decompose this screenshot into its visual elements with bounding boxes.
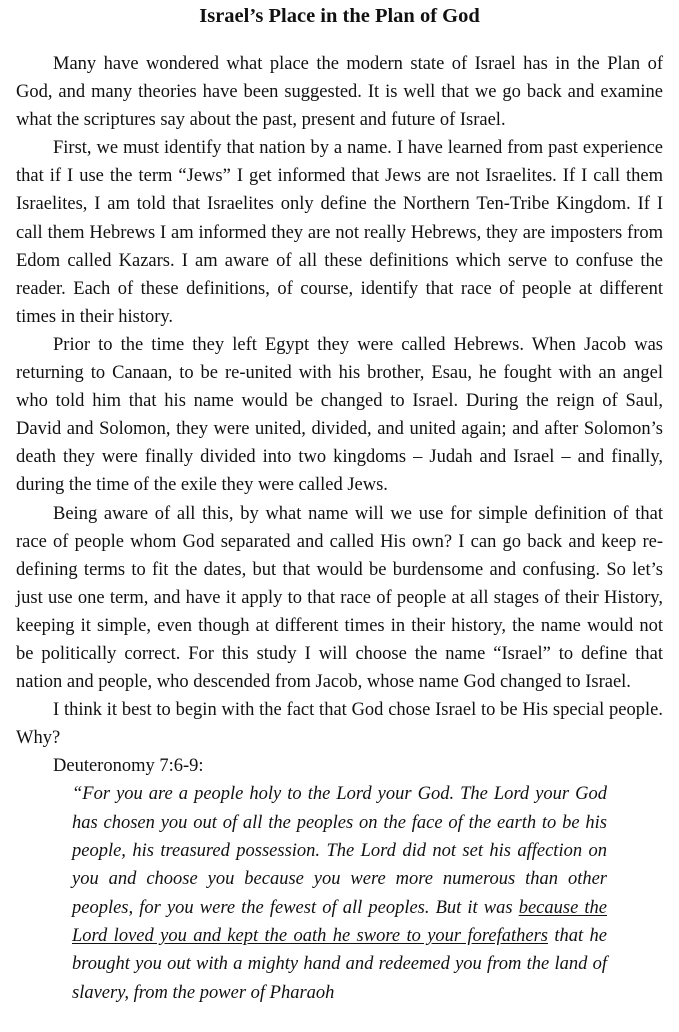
paragraph-1: Many have wondered what place the modern state of Israel has in the Plan of God, and many theories have been suggested. It is well that we go back and examine what the scriptures say about the past, present and future of Israel. <box>16 54 663 131</box>
quote-underlined-text: because the Lord loved you and kept the oath he swore to your forefathers <box>72 897 607 946</box>
paragraph-4: Being aware of all this, by what name will we use for simple definition of that race of people whom God separated and called His own? I can go back and keep redefining terms to fit the dates, but that would be burdensome and confusing. So let’s just use one term, and have it apply to that race of people at all stages of their History, keeping it simple, even though at different times in their history, the name would not be politically correct. For this study I will choose the name “Israel” to define that nation and people, who descended from Jacob, whose name God changed to Israel. <box>16 503 663 693</box>
body-text <box>16 50 663 1007</box>
paragraph-2: First, we must identify that nation by a name. I have learned from past experience that if I use the term “Jews” I get informed that Jews are not Israelites. If I call them Israelites, I am told that Israelites only define the Northern Ten-Tribe Kingdom. If I call them Hebrews I am informed they are not really Hebrews, they are imposters from Edom called Kazars. I am aware of all these definitions which serve to confuse the reader. Each of these definitions, of course, identify that race of people at different times in their history. <box>16 138 663 327</box>
quote-text-after: that he brought you out with a mighty hand and redeemed you from the land of slavery, from the power of Pharaoh <box>72 925 607 1003</box>
page-title: Israel’s Place in the Plan of God <box>199 5 480 27</box>
paragraph-5: I think it best to begin with the fact that God chose Israel to be His special people. Why? <box>16 700 663 749</box>
quote-text-before: “For you are a people holy to the Lord your God. The Lord your God has chosen you out of all the peoples on the face of the earth to be his people, his treasured possession. The Lord did not set his affection on you and choose you because you were more numerous than other peoples, for you were the fewest of all peoples. But it was <box>72 784 607 918</box>
scripture-quote <box>16 780 663 1006</box>
paragraph-3: Prior to the time they left Egypt they were called Hebrews. When Jacob was returning to Canaan, to be re-united with his brother, Esau, he fought with an angel who told him that his name would be changed to Israel. During the reign of Saul, David and Solomon, they were united, divided, and united again; and after Solomon’s death they were finally divided into two kingdoms – Judah and Israel – and finally, during the time of the exile they were called Jews. <box>16 334 663 496</box>
scripture-reference: Deuteronomy 7:6-9: <box>53 756 204 777</box>
